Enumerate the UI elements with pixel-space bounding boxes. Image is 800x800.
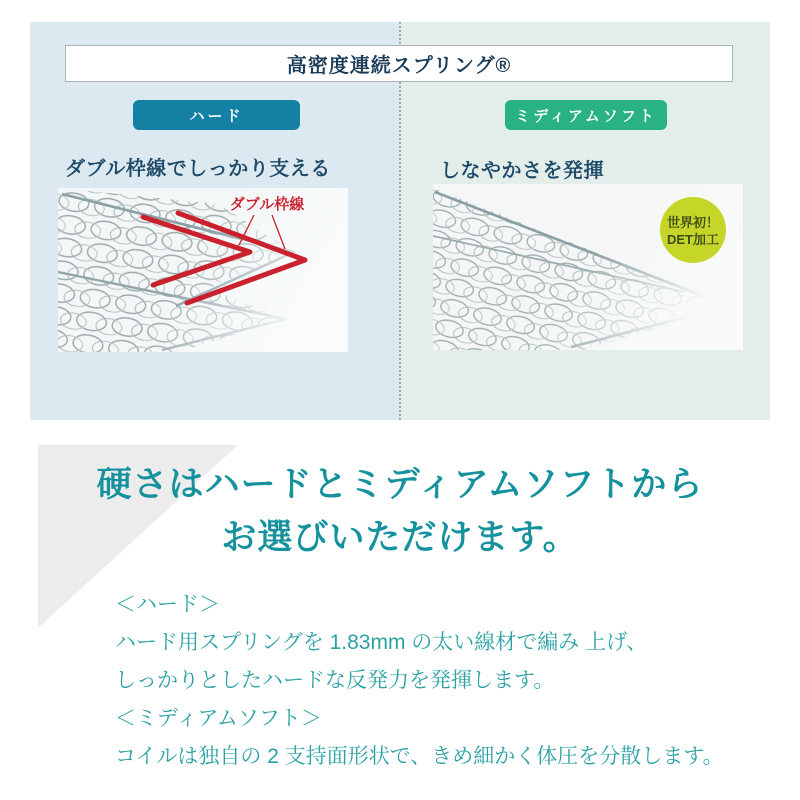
soft-spring-photo	[433, 184, 743, 350]
selection-heading	[0, 458, 800, 564]
panel-title: 高密度連続スプリング®	[286, 55, 512, 77]
selection-heading-line2: お選びいただけます。	[221, 518, 579, 557]
sticker-text-line1: 世界初！	[666, 215, 720, 230]
hard-badge: ハード	[133, 100, 300, 130]
selection-heading-line1: 硬さはハードとミディアムソフトから	[96, 465, 704, 504]
det-processing-sticker	[660, 197, 726, 263]
soft-badge: ミディアムソフト	[505, 100, 667, 130]
spec-text-line-hard-body1: ハード用スプリングを 1.83mm の太い線材で編み 上げ、	[115, 631, 648, 654]
spec-text	[115, 586, 775, 776]
hard-spring-photo	[58, 188, 348, 352]
double-frame-wire-label: ダブル枠線	[229, 196, 305, 213]
soft-feature-heading: しなやかさを発揮	[440, 160, 604, 182]
sticker-text-line2: DET加工	[666, 232, 720, 247]
spring-comparison-panel	[30, 22, 770, 420]
panel-title-box	[65, 45, 733, 82]
hard-feature-heading: ダブル枠線でしっかり支える	[65, 158, 331, 180]
spec-text-line-hard-body2: しっかりとしたハードな反発力を発揮します。	[115, 669, 555, 692]
spec-text-line-hard-title: ＜ハード＞	[115, 593, 220, 616]
spec-text-line-soft-body: コイルは独自の 2 支持面形状で、きめ細かく体圧を分散します。	[115, 745, 724, 768]
spec-text-line-soft-title: ＜ミディアムソフト＞	[115, 707, 322, 730]
